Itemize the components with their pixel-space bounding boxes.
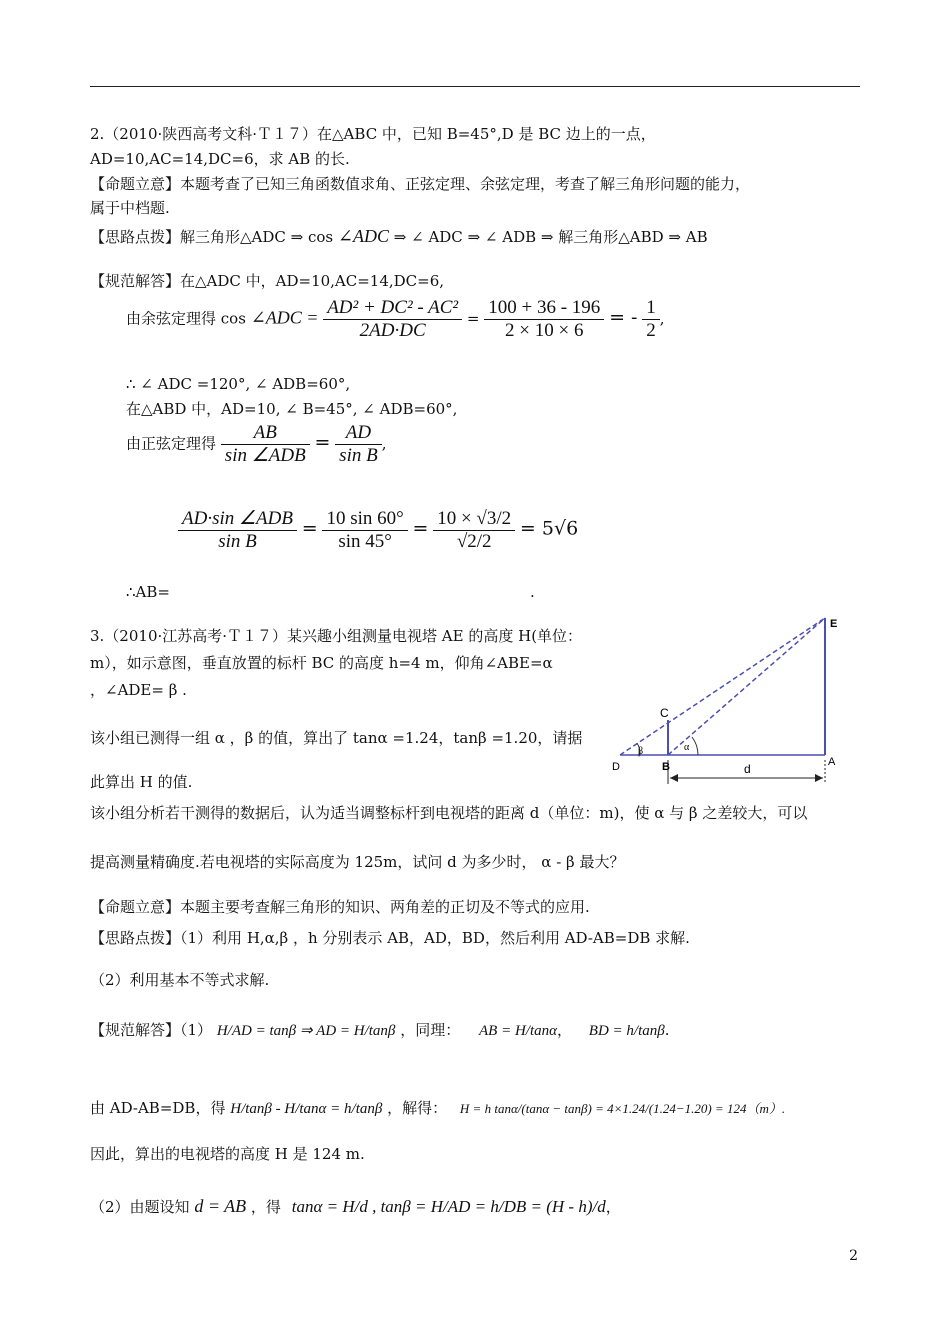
label-beta: β xyxy=(638,746,644,757)
p2-cos-line: 由余弦定理得 cos ∠ADC = $\frac{\text{AD² + DC² - AC²}}{2AD\cdot DC}$ = $\frac{100 + 36 - 196}{2 \times 10 \times 6}$ = - $\frac{1}{2}$ , xyxy=(126,297,665,341)
cos-frac-2: $\frac{100 + 36 - 196}{2 \times 10 \times 6}$ xyxy=(484,297,604,342)
res-frac-2: $\frac{10 \sin 60^\circ}{\sin 45^\circ}$ xyxy=(322,508,407,553)
silu-abd: 解三角形△ABD xyxy=(558,228,664,246)
page-number: 2 xyxy=(849,1248,858,1264)
p2-line1: 2.（2010·陕西高考文科·Ｔ１７）在△ABC 中，已知 B=45°,D 是 BC 边上的一点， xyxy=(90,125,656,143)
p3-line6: 该小组分析若干测得的数据后，认为适当调整标杆到电视塔的距离 d（单位：m)，使 α 与 β 之差较大，可以 xyxy=(90,804,808,822)
p2-silu: 【思路点拨】解三角形△ADC ⇒ cos ∠ADC ⇒ ∠ ADC ⇒ ∠ ADB ⇒ 解三角形△ABD ⇒ AB xyxy=(90,226,708,246)
p3-mingti: 【命题立意】本题主要考查解三角形的知识、两角差的正切及不等式的应用. xyxy=(90,898,590,916)
p3-line1: 3.（2010·江苏高考·Ｔ１７）某兴趣小组测量电视塔 AE 的高度 H(单位： xyxy=(90,627,583,645)
p2-guifan: 【规范解答】在△ADC 中，AD=10,AC=14,DC=6, xyxy=(90,272,445,290)
label-d: D xyxy=(612,761,620,773)
p3-silu: 【思路点拨】（1）利用 H,α,β ，h 分别表示 AB，AD，BD，然后利用 AD-AB=DB 求解. xyxy=(90,929,690,947)
cos-frac-half: $\frac{1}{2}$ xyxy=(642,297,660,342)
res-frac-3: $\frac{10 \times √3/2}{√2/2}$ xyxy=(433,508,515,553)
p3-line2: m），如示意图，垂直放置的标杆 BC 的高度 h=4 m，仰角∠ABE=α xyxy=(90,654,553,672)
cos-prefix: 由余弦定理得 cos xyxy=(126,309,246,328)
silu-label: 【思路点拨】解三角形△ADC xyxy=(90,228,286,246)
p3-line7: 提高测量精确度.若电视塔的实际高度为 125m，试问 d 为多少时， α - β 最大？ xyxy=(90,853,625,871)
sine-frac-2: $\frac{AD}{\text{sin B}}$ xyxy=(335,422,382,467)
p2-mingti: 【命题立意】本题考查了已知三角函数值求角、正弦定理、余弦定理，考查了解三角形问题的能力， xyxy=(90,175,751,193)
p2-therefore1: ∴ ∠ ADC =120°, ∠ ADB=60°, xyxy=(126,375,351,393)
p2-therefore-ab: ∴AB= . xyxy=(126,583,535,601)
silu-angle-adc: ∠ ADC xyxy=(411,228,463,246)
header-rule xyxy=(90,86,860,87)
label-e: E xyxy=(830,618,838,630)
silu-ab: AB xyxy=(685,228,708,246)
cos-frac-1: $\frac{\text{AD² + DC² - AC²}}{2AD\cdot DC}$ xyxy=(323,297,462,342)
silu-angle-adb: ∠ ADB xyxy=(484,228,537,246)
label-c: C xyxy=(660,706,669,720)
p3-line3: ，∠ADE= β . xyxy=(90,681,187,699)
p3-line4: 该小组已测得一组 α ，β 的值，算出了 tanα =1.24，tanβ =1.20，请据 xyxy=(90,729,583,747)
p2-result-line: $\frac{\text{AD·sin ∠ADB}}{\text{sin B}}$ = $\frac{10 \sin 60^\circ}{\sin 45^\circ}$ = $\frac{10 \times √3/2}{√2/2}$ = 5√6 xyxy=(178,508,578,553)
res-value: = 5√6 xyxy=(519,517,579,540)
silu-adc: ∠ADC xyxy=(337,226,389,246)
label-d-dist: d xyxy=(744,762,751,776)
p2-line2: AD=10,AC=14,DC=6，求 AB 的长. xyxy=(90,150,350,168)
angle-alpha-arc xyxy=(692,737,698,755)
d-arrow-left-head xyxy=(670,774,678,782)
p2-sine-line: 由正弦定理得 $\frac{AB}{\text{sin ∠ADB}}$ = $\frac{AD}{\text{sin B}}$ , xyxy=(126,422,387,466)
p3-yinci: 因此，算出的电视塔的高度 H 是 124 m. xyxy=(90,1145,365,1163)
label-alpha: α xyxy=(684,742,690,753)
sight-be xyxy=(668,618,825,755)
p3-line5: 此算出 H 的值. xyxy=(90,773,193,791)
p3-guifan-line: 【规范解答】（1） H/AD = tanβ ⇒ AD = H/tanβ ，同理： AB = H/tanα， BD = h/tanβ. xyxy=(90,1021,670,1039)
p2-abd: 在△ABD 中，AD=10, ∠ B=45°, ∠ ADB=60°, xyxy=(126,400,458,418)
tower-diagram xyxy=(610,610,850,790)
p3-part2-line: （2）由题设知 d = AB ，得 tanα = H/d , tanβ = H/AD = h/DB = (H - h)/d， xyxy=(90,1196,621,1216)
sine-frac-1: $\frac{AB}{\text{sin ∠ADB}}$ xyxy=(221,422,310,467)
p3-from-line: 由 AD-AB=DB，得 H/tanβ - H/tanα = h/tanβ ，解得： H = h tanα/(tanα − tanβ) = 4×1.24/(1.24−1.20) = 124（m）. xyxy=(90,1099,786,1117)
sight-de xyxy=(620,618,825,755)
res-frac-1: $\frac{\text{AD·sin ∠ADB}}{\text{sin B}}$ xyxy=(178,508,297,553)
cos-adc: ∠ADC = xyxy=(250,307,319,328)
d-arrow-right-head xyxy=(815,774,823,782)
label-a: A xyxy=(828,756,836,768)
p3-silu2: （2）利用基本不等式求解. xyxy=(90,971,270,989)
silu-cos: cos xyxy=(307,228,334,246)
label-b: B xyxy=(662,761,670,773)
sine-prefix: 由正弦定理得 xyxy=(126,434,217,453)
p2-mingti2: 属于中档题. xyxy=(90,199,170,217)
